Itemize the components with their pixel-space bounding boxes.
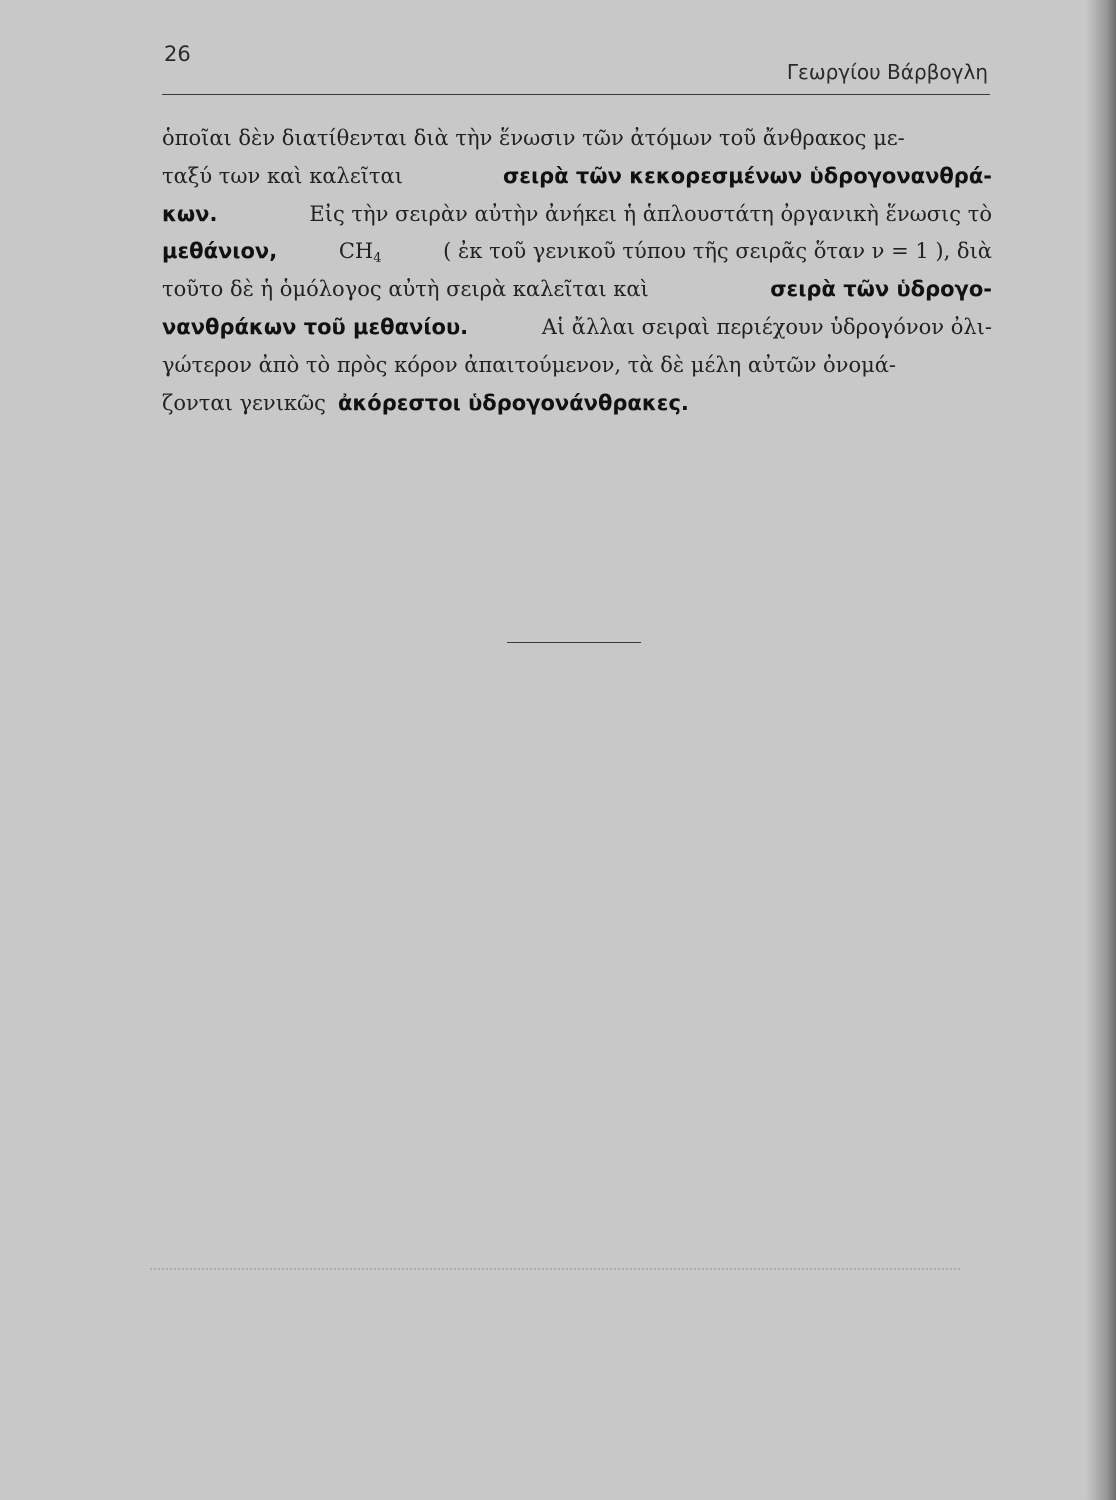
- chemical-formula: [339, 233, 382, 271]
- text-span: ζονται γενικῶς: [162, 390, 326, 415]
- text-span: ὁποῖαι δὲν διατίθενται διὰ τὴν ἕνωσιν τῶν ἀτόμων τοῦ ἄνθρακος με-: [162, 126, 905, 150]
- bold-term: κων.: [162, 201, 218, 226]
- text-line: [162, 271, 992, 309]
- text-span: τοῦτο δὲ ἡ ὁμόλογος αὐτὴ σειρὰ καλεῖται καὶ: [162, 277, 649, 302]
- text-span: ταξύ των καὶ καλεῖται: [162, 163, 403, 188]
- page-edge-shadow: [1086, 0, 1116, 1500]
- page-number: 26: [164, 42, 191, 66]
- text-span: γώτερον ἀπὸ τὸ πρὸς κόρον ἀπαιτούμενον, τὰ δὲ μέλη αὐτῶν ὀνομά-: [162, 352, 897, 377]
- bold-term: ἀκόρεστοι ὑδρογονάνθρακες.: [337, 390, 689, 415]
- header-rule: [162, 94, 990, 95]
- text-line: [162, 347, 992, 385]
- formula-subscript: 4: [373, 251, 382, 267]
- text-line: [162, 158, 992, 196]
- text-line: [162, 385, 992, 423]
- text-line: [162, 120, 992, 158]
- text-span: Αἱ ἄλλαι σειραὶ περιέχουν ὑδρογόνον ὀλι-: [541, 314, 992, 339]
- bold-term: σειρὰ τῶν ὑδρογο-: [770, 277, 992, 302]
- formula-text: CH: [338, 239, 374, 264]
- bold-term: σειρὰ τῶν κεκορεσμένων ὑδρογονανθρά-: [502, 163, 992, 188]
- body-paragraph: [162, 120, 992, 422]
- bold-term: νανθράκων τοῦ μεθανίου.: [162, 314, 469, 339]
- text-span: ( ἐκ τοῦ γενικοῦ τύπου τῆς σειρᾶς ὅταν ν = 1 ), διὰ: [443, 239, 992, 264]
- section-end-rule: [507, 642, 641, 643]
- text-line: [162, 233, 992, 271]
- text-line: [162, 196, 992, 234]
- bleed-through-artifact: [150, 1268, 960, 1270]
- text-span: Εἰς τὴν σειρὰν αὐτὴν ἀνήκει ἡ ἁπλουστάτη ὀργανικὴ ἕνωσις τὸ: [309, 201, 992, 226]
- running-head: Γεωργίου Βάρβογλη: [786, 60, 988, 84]
- text-line: [162, 309, 992, 347]
- bold-term: μεθάνιον,: [162, 239, 278, 264]
